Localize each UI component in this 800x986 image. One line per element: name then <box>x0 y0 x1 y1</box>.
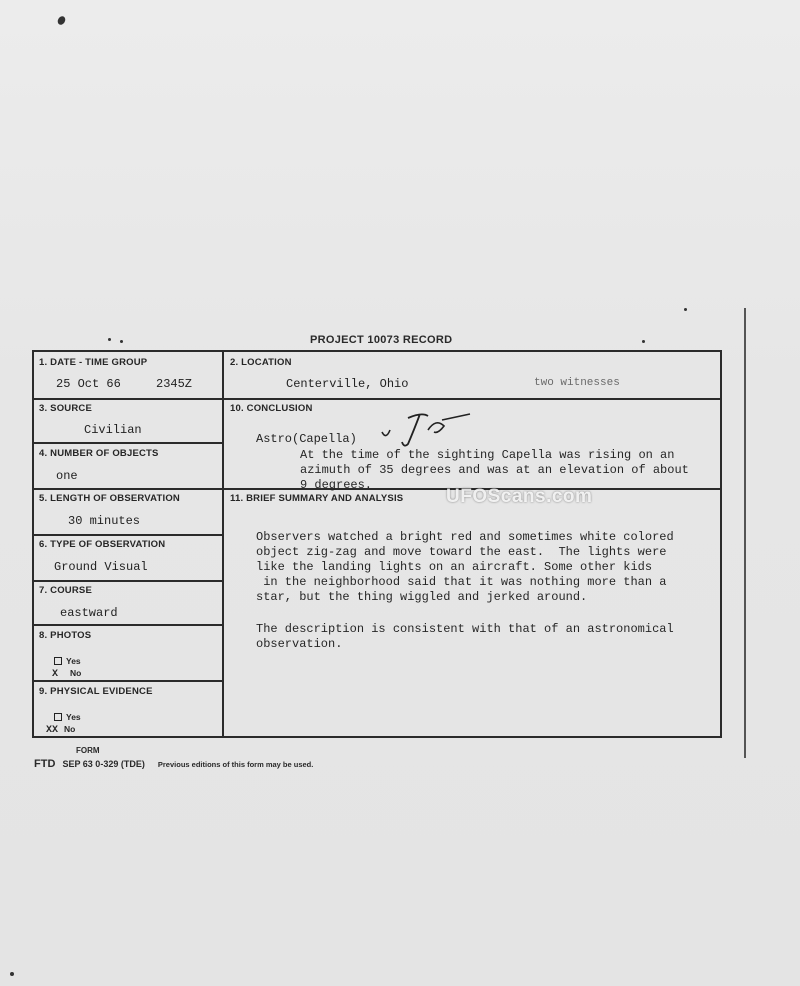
physical-label: 9. PHYSICAL EVIDENCE <box>39 686 153 697</box>
row-divider <box>34 398 720 400</box>
scan-speck <box>684 308 687 311</box>
physical-yes-option <box>54 712 81 722</box>
physical-yes-label: Yes <box>66 712 81 722</box>
footer-ftd: FTD <box>34 758 56 770</box>
photos-yes-option <box>54 656 81 666</box>
source-label: 3. SOURCE <box>39 403 93 414</box>
conclusion-label: 10. CONCLUSION <box>230 403 313 414</box>
date-value: 25 Oct 66 <box>56 377 121 391</box>
handwritten-initials-mark <box>378 408 478 452</box>
conclusion-text: At the time of the sighting Capella was rising on an azimuth of 35 degrees and was at an elevation of about 9 degrees. <box>300 448 689 492</box>
obs-type-label: 6. TYPE OF OBSERVATION <box>39 539 166 550</box>
time-value: 2345Z <box>156 377 193 391</box>
date-time-label: 1. DATE - TIME GROUP <box>39 357 148 368</box>
checkbox-icon <box>54 657 62 665</box>
source-value: Civilian <box>84 423 142 437</box>
photos-no-label: No <box>70 668 82 678</box>
objects-value: one <box>56 469 78 483</box>
physical-no-label: No <box>64 724 76 734</box>
length-label: 5. LENGTH OF OBSERVATION <box>39 493 180 504</box>
obs-type-value: Ground Visual <box>54 560 148 574</box>
physical-no-mark: XX <box>46 725 59 736</box>
footer-form-number: SEP 63 0-329 (TDE) <box>62 759 145 769</box>
witnesses-value: two witnesses <box>534 377 620 389</box>
footer-form-word: FORM <box>76 746 100 755</box>
photos-no-mark: X <box>52 669 59 680</box>
footer-note: Previous editions of this form may be used. <box>157 760 314 769</box>
row-divider <box>34 442 222 444</box>
row-divider <box>34 580 222 582</box>
summary-label: 11. BRIEF SUMMARY AND ANALYSIS <box>230 493 404 504</box>
length-value: 30 minutes <box>68 514 141 528</box>
summary-paragraph-2: The description is consistent with that of an astronomical observation. <box>256 622 674 651</box>
course-label: 7. COURSE <box>39 585 93 596</box>
scan-speck <box>108 338 111 341</box>
course-value: eastward <box>60 606 118 620</box>
form-title: PROJECT 10073 RECORD <box>310 334 453 346</box>
objects-label: 4. NUMBER OF OBJECTS <box>39 448 159 459</box>
photos-yes-label: Yes <box>66 656 81 666</box>
row-divider <box>34 680 222 682</box>
margin-rule <box>744 308 746 758</box>
conclusion-value: Astro(Capella) <box>256 432 357 446</box>
checkbox-icon <box>54 713 62 721</box>
row-divider <box>34 534 222 536</box>
footer-line <box>34 758 313 770</box>
record-form <box>32 350 722 738</box>
scan-speck <box>120 340 123 343</box>
photos-no-option <box>52 668 81 680</box>
location-label: 2. LOCATION <box>230 357 292 368</box>
column-divider <box>222 352 224 736</box>
row-divider <box>34 624 222 626</box>
scan-speck <box>10 972 14 976</box>
scan-speck <box>642 340 645 343</box>
photos-label: 8. PHOTOS <box>39 630 92 641</box>
physical-no-option <box>46 724 75 736</box>
summary-paragraph-1: Observers watched a bright red and sometimes white colored object zig-zag and move toward the east. The lights were like the landing lights on an aircraft. Some other kids in the neighborhood said that it was nothing more than a star, but the thing wiggled and jerked around. <box>256 530 674 604</box>
watermark: UFOScans.com <box>446 486 593 507</box>
location-value: Centerville, Ohio <box>286 377 409 391</box>
